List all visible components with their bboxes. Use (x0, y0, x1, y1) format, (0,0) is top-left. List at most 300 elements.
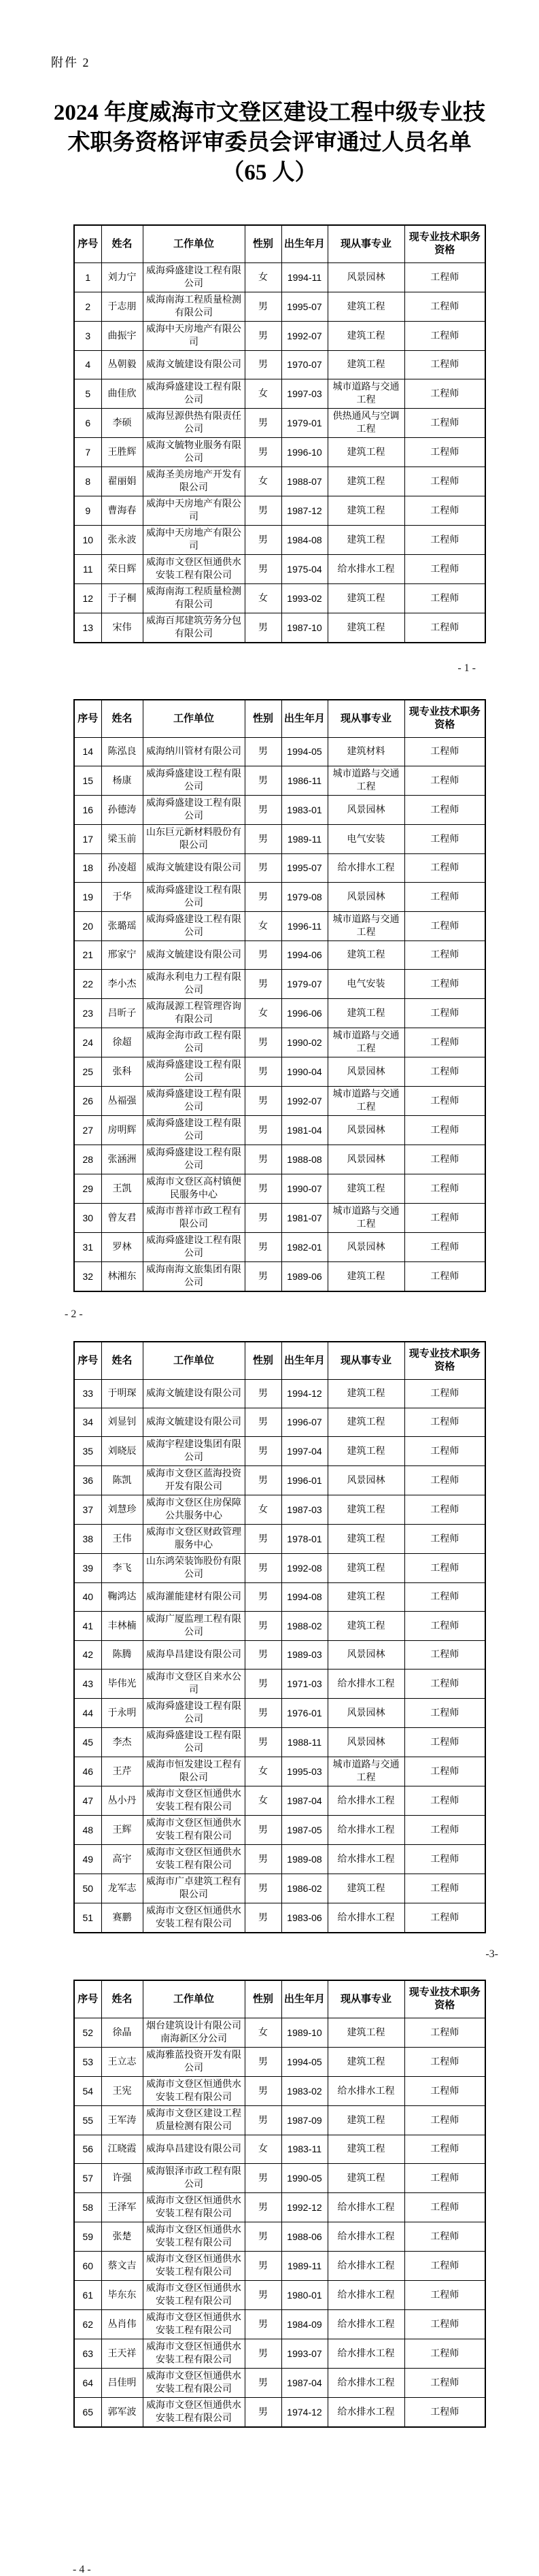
cell-title: 工程师 (404, 584, 485, 613)
cell-company: 威海舜盛建设工程有限公司 (143, 796, 245, 825)
cell-profession: 给水排水工程 (328, 2310, 404, 2339)
table-row (74, 2193, 485, 2222)
page-number: - 2 - (65, 1308, 83, 1320)
cell-name: 于华 (101, 883, 143, 912)
cell-no: 14 (74, 738, 101, 766)
cell-company: 威海市普祥市政工程有限公司 (143, 1204, 245, 1233)
cell-gender: 男 (245, 1466, 281, 1495)
cell-company: 威海圣美房地产开发有限公司 (143, 467, 245, 496)
cell-gender: 女 (245, 2135, 281, 2164)
cell-profession: 建筑工程 (328, 2135, 404, 2164)
cell-company: 威海百邦建筑劳务分包有限公司 (143, 613, 245, 643)
spacer (0, 675, 539, 699)
cell-no: 20 (74, 912, 101, 941)
cell-profession: 给水排水工程 (328, 1816, 404, 1845)
table-row (74, 2135, 485, 2164)
cell-name: 王泽军 (101, 2193, 143, 2222)
cell-company: 威海市广卓建筑工程有限公司 (143, 1874, 245, 1903)
cell-birth: 1996-07 (281, 1408, 328, 1437)
cell-gender: 男 (245, 1380, 281, 1408)
cell-company: 威海文毓建设有限公司 (143, 941, 245, 970)
table-row (74, 1845, 485, 1874)
column-header-profession: 现从事专业 (328, 225, 404, 263)
cell-profession: 风景园林 (328, 1145, 404, 1174)
table-row (74, 1874, 485, 1903)
cell-birth: 1994-12 (281, 1380, 328, 1408)
cell-name: 刘显钊 (101, 1408, 143, 1437)
cell-title: 工程师 (404, 1670, 485, 1699)
cell-title: 工程师 (404, 854, 485, 883)
cell-title: 工程师 (404, 2339, 485, 2369)
cell-no: 45 (74, 1728, 101, 1757)
table-row (74, 2339, 485, 2369)
cell-gender: 男 (245, 854, 281, 883)
cell-gender: 女 (245, 379, 281, 409)
cell-company: 威海市文登区建设工程质量检测有限公司 (143, 2106, 245, 2135)
cell-company: 威海市文登区恒通供水安装工程有限公司 (143, 2222, 245, 2252)
cell-company: 威海市文登区财政管理服务中心 (143, 1525, 245, 1554)
cell-no: 48 (74, 1816, 101, 1845)
cell-title: 工程师 (404, 409, 485, 438)
cell-title: 工程师 (404, 1728, 485, 1757)
cell-no: 62 (74, 2310, 101, 2339)
cell-birth: 1986-02 (281, 1874, 328, 1903)
cell-name: 杨康 (101, 766, 143, 796)
cell-name: 丛小丹 (101, 1786, 143, 1816)
cell-profession: 电气安装 (328, 825, 404, 854)
cell-profession: 城市道路与交通工程 (328, 379, 404, 409)
cell-gender: 男 (245, 292, 281, 322)
cell-company: 威海市文登区恒通供水安装工程有限公司 (143, 2398, 245, 2428)
cell-profession: 城市道路与交通工程 (328, 1028, 404, 1057)
cell-birth: 1988-02 (281, 1612, 328, 1641)
cell-birth: 1994-08 (281, 1583, 328, 1612)
cell-no: 5 (74, 379, 101, 409)
cell-name: 于志朋 (101, 292, 143, 322)
table-row (74, 2106, 485, 2135)
cell-title: 工程师 (404, 1437, 485, 1466)
cell-gender: 女 (245, 1786, 281, 1816)
cell-company: 威海舜盛建设工程有限公司 (143, 379, 245, 409)
header-row (74, 1342, 485, 1380)
cell-birth: 1988-11 (281, 1728, 328, 1757)
cell-profession: 建筑工程 (328, 584, 404, 613)
column-header-profession: 现从事专业 (328, 700, 404, 738)
roster-table-2 (73, 699, 486, 1292)
table-row (74, 1641, 485, 1670)
table-row (74, 2164, 485, 2193)
table-row (74, 1174, 485, 1204)
cell-name: 吕昕子 (101, 999, 143, 1028)
spacer (0, 1933, 539, 1948)
cell-birth: 1983-11 (281, 2135, 328, 2164)
cell-birth: 1971-03 (281, 1670, 328, 1699)
cell-profession: 建筑工程 (328, 1874, 404, 1903)
cell-name: 刘力宁 (101, 263, 143, 292)
cell-name: 刘慧珍 (101, 1495, 143, 1525)
cell-birth: 1987-10 (281, 613, 328, 643)
cell-gender: 男 (245, 2164, 281, 2193)
cell-profession: 建筑工程 (328, 526, 404, 555)
cell-company: 威海市文登区恒通供水安装工程有限公司 (143, 2310, 245, 2339)
cell-no: 64 (74, 2369, 101, 2398)
cell-birth: 1984-09 (281, 2310, 328, 2339)
cell-company: 威海舜盛建设工程有限公司 (143, 883, 245, 912)
table-row (74, 613, 485, 643)
cell-company: 威海南海文旅集团有限公司 (143, 1262, 245, 1292)
cell-title: 工程师 (404, 1466, 485, 1495)
cell-title: 工程师 (404, 1612, 485, 1641)
cell-gender: 男 (245, 2106, 281, 2135)
table-row (74, 555, 485, 584)
cell-gender: 男 (245, 825, 281, 854)
cell-title: 工程师 (404, 1816, 485, 1845)
cell-company: 威海舜盛建设工程有限公司 (143, 1145, 245, 1174)
table-row (74, 1728, 485, 1757)
cell-gender: 男 (245, 1816, 281, 1845)
cell-name: 毕伟光 (101, 1670, 143, 1699)
cell-name: 张科 (101, 1057, 143, 1087)
cell-company: 威海市恒发建设工程有限公司 (143, 1757, 245, 1786)
cell-birth: 1979-01 (281, 409, 328, 438)
table-row (74, 1583, 485, 1612)
cell-gender: 男 (245, 1087, 281, 1116)
cell-no: 37 (74, 1495, 101, 1525)
title-count: （65 人） (222, 160, 317, 185)
cell-name: 孙凌超 (101, 854, 143, 883)
cell-birth: 1994-06 (281, 941, 328, 970)
cell-company: 威海舜盛建设工程有限公司 (143, 263, 245, 292)
table-row (74, 2310, 485, 2339)
cell-company: 威海南海工程质量检测有限公司 (143, 292, 245, 322)
cell-title: 工程师 (404, 1845, 485, 1874)
cell-no: 50 (74, 1874, 101, 1903)
cell-name: 王芹 (101, 1757, 143, 1786)
table-row (74, 970, 485, 999)
table-row (74, 2048, 485, 2077)
cell-title: 工程师 (404, 825, 485, 854)
table-row (74, 1612, 485, 1641)
cell-profession: 建筑工程 (328, 941, 404, 970)
cell-title: 工程师 (404, 2281, 485, 2310)
cell-title: 工程师 (404, 1874, 485, 1903)
cell-no: 61 (74, 2281, 101, 2310)
cell-company: 山东鸿荣装饰股份有限公司 (143, 1554, 245, 1583)
cell-title: 工程师 (404, 999, 485, 1028)
cell-gender: 女 (245, 1757, 281, 1786)
roster-table-3 (73, 1341, 486, 1933)
cell-gender: 男 (245, 883, 281, 912)
cell-name: 曲振宇 (101, 322, 143, 351)
cell-no: 34 (74, 1408, 101, 1437)
cell-title: 工程师 (404, 1757, 485, 1786)
cell-no: 42 (74, 1641, 101, 1670)
cell-name: 王宪 (101, 2077, 143, 2106)
cell-birth: 1986-11 (281, 766, 328, 796)
cell-birth: 1989-10 (281, 2018, 328, 2048)
table-row (74, 263, 485, 292)
cell-gender: 男 (245, 2193, 281, 2222)
cell-no: 57 (74, 2164, 101, 2193)
cell-name: 许强 (101, 2164, 143, 2193)
column-header-title: 现专业技术职务资格 (404, 1980, 485, 2018)
column-header-gender: 性别 (245, 1342, 281, 1380)
cell-gender: 女 (245, 912, 281, 941)
cell-profession: 城市道路与交通工程 (328, 1204, 404, 1233)
cell-no: 51 (74, 1903, 101, 1933)
cell-profession: 给水排水工程 (328, 555, 404, 584)
cell-profession: 给水排水工程 (328, 1845, 404, 1874)
table-row (74, 1816, 485, 1845)
cell-birth: 1974-12 (281, 2398, 328, 2428)
column-header-company: 工作单位 (143, 225, 245, 263)
cell-no: 12 (74, 584, 101, 613)
cell-profession: 供热通风与空调工程 (328, 409, 404, 438)
cell-company: 威海市文登区蓝海投资开发有限公司 (143, 1466, 245, 1495)
roster-table-1 (73, 224, 486, 643)
title-line-2: 术职务资格评审委员会评审通过人员名单 (67, 131, 472, 155)
cell-name: 丛肖伟 (101, 2310, 143, 2339)
table-row (74, 2398, 485, 2428)
cell-gender: 男 (245, 941, 281, 970)
cell-birth: 1983-06 (281, 1903, 328, 1933)
cell-name: 丛朝毅 (101, 351, 143, 379)
table-row (74, 2222, 485, 2252)
column-header-no: 序号 (74, 1980, 101, 2018)
cell-birth: 1982-01 (281, 1233, 328, 1262)
cell-gender: 男 (245, 1145, 281, 1174)
spacer (0, 2428, 539, 2564)
table-row (74, 1437, 485, 1466)
cell-profession: 建筑工程 (328, 1408, 404, 1437)
cell-title: 工程师 (404, 2164, 485, 2193)
cell-company: 威海宇程建设集团有限公司 (143, 1437, 245, 1466)
cell-gender: 男 (245, 2398, 281, 2428)
table-row (74, 1903, 485, 1933)
cell-name: 赛鹏 (101, 1903, 143, 1933)
cell-name: 王凯 (101, 1174, 143, 1204)
table-row (74, 1057, 485, 1087)
cell-no: 58 (74, 2193, 101, 2222)
column-header-title: 现专业技术职务资格 (404, 700, 485, 738)
cell-profession: 给水排水工程 (328, 1903, 404, 1933)
column-header-gender: 性别 (245, 1980, 281, 2018)
cell-birth: 1988-07 (281, 467, 328, 496)
cell-no: 9 (74, 496, 101, 526)
cell-company: 威海舜盛建设工程有限公司 (143, 1728, 245, 1757)
cell-no: 46 (74, 1757, 101, 1786)
cell-no: 16 (74, 796, 101, 825)
cell-birth: 1983-02 (281, 2077, 328, 2106)
table-row (74, 766, 485, 796)
cell-company: 威海市文登区恒通供水安装工程有限公司 (143, 1786, 245, 1816)
cell-no: 21 (74, 941, 101, 970)
cell-profession: 城市道路与交通工程 (328, 1757, 404, 1786)
cell-gender: 男 (245, 1233, 281, 1262)
cell-name: 于明琛 (101, 1380, 143, 1408)
cell-profession: 建筑工程 (328, 2048, 404, 2077)
cell-birth: 1987-12 (281, 496, 328, 526)
cell-gender: 男 (245, 1612, 281, 1641)
spacer (0, 1321, 539, 1341)
table-row (74, 1525, 485, 1554)
cell-gender: 男 (245, 796, 281, 825)
spacer (0, 1961, 539, 1980)
cell-profession: 风景园林 (328, 1233, 404, 1262)
header-row (74, 225, 485, 263)
cell-company: 威海中天房地产有限公司 (143, 496, 245, 526)
cell-birth: 1987-05 (281, 1816, 328, 1845)
table-row (74, 1233, 485, 1262)
cell-profession: 给水排水工程 (328, 854, 404, 883)
cell-gender: 男 (245, 1728, 281, 1757)
cell-title: 工程师 (404, 1380, 485, 1408)
cell-no: 63 (74, 2339, 101, 2369)
cell-title: 工程师 (404, 1204, 485, 1233)
cell-title: 工程师 (404, 1262, 485, 1292)
column-header-no: 序号 (74, 700, 101, 738)
cell-birth: 1994-05 (281, 738, 328, 766)
column-header-company: 工作单位 (143, 1342, 245, 1380)
cell-title: 工程师 (404, 1145, 485, 1174)
cell-birth: 1995-07 (281, 292, 328, 322)
cell-profession: 给水排水工程 (328, 2252, 404, 2281)
cell-company: 威海市文登区恒通供水安装工程有限公司 (143, 555, 245, 584)
cell-profession: 给水排水工程 (328, 2339, 404, 2369)
cell-name: 王辉 (101, 1816, 143, 1845)
cell-profession: 给水排水工程 (328, 2077, 404, 2106)
cell-gender: 男 (245, 1641, 281, 1670)
cell-name: 毕东东 (101, 2281, 143, 2310)
cell-title: 工程师 (404, 1233, 485, 1262)
cell-birth: 1979-08 (281, 883, 328, 912)
cell-no: 11 (74, 555, 101, 584)
cell-name: 王立志 (101, 2048, 143, 2077)
table-row (74, 2252, 485, 2281)
cell-gender: 男 (245, 1174, 281, 1204)
table-row (74, 941, 485, 970)
cell-birth: 1997-04 (281, 1437, 328, 1466)
table-row (74, 1786, 485, 1816)
table-row (74, 322, 485, 351)
cell-title: 工程师 (404, 2193, 485, 2222)
cell-gender: 男 (245, 2252, 281, 2281)
cell-title: 工程师 (404, 912, 485, 941)
cell-title: 工程师 (404, 322, 485, 351)
column-header-birth: 出生年月 (281, 225, 328, 263)
cell-gender: 男 (245, 2369, 281, 2398)
table-row (74, 1145, 485, 1174)
table-row (74, 1670, 485, 1699)
cell-company: 威海市文登区恒通供水安装工程有限公司 (143, 1845, 245, 1874)
cell-name: 林湘东 (101, 1262, 143, 1292)
column-header-name: 姓名 (101, 1342, 143, 1380)
cell-title: 工程师 (404, 526, 485, 555)
column-header-title: 现专业技术职务资格 (404, 1342, 485, 1380)
cell-gender: 男 (245, 526, 281, 555)
cell-title: 工程师 (404, 1903, 485, 1933)
cell-no: 22 (74, 970, 101, 999)
cell-profession: 建筑工程 (328, 1174, 404, 1204)
table-row (74, 1116, 485, 1145)
cell-birth: 1987-03 (281, 1495, 328, 1525)
cell-name: 于永明 (101, 1699, 143, 1728)
cell-company: 威海南海工程质量检测有限公司 (143, 584, 245, 613)
cell-no: 60 (74, 2252, 101, 2281)
cell-birth: 1984-08 (281, 526, 328, 555)
table-row (74, 351, 485, 379)
cell-no: 24 (74, 1028, 101, 1057)
cell-title: 工程师 (404, 351, 485, 379)
cell-title: 工程师 (404, 738, 485, 766)
cell-gender: 男 (245, 970, 281, 999)
cell-company: 威海舜盛建设工程有限公司 (143, 1116, 245, 1145)
cell-profession: 风景园林 (328, 883, 404, 912)
cell-name: 高宇 (101, 1845, 143, 1874)
column-header-gender: 性别 (245, 225, 281, 263)
cell-no: 32 (74, 1262, 101, 1292)
cell-gender: 女 (245, 584, 281, 613)
table-row (74, 738, 485, 766)
cell-no: 15 (74, 766, 101, 796)
cell-company: 威海舜盛建设工程有限公司 (143, 766, 245, 796)
cell-title: 工程师 (404, 1525, 485, 1554)
cell-profession: 给水排水工程 (328, 2193, 404, 2222)
cell-profession: 风景园林 (328, 1641, 404, 1670)
cell-title: 工程师 (404, 555, 485, 584)
cell-company: 威海中天房地产有限公司 (143, 322, 245, 351)
cell-profession: 建筑工程 (328, 1262, 404, 1292)
cell-profession: 建筑工程 (328, 322, 404, 351)
cell-no: 3 (74, 322, 101, 351)
cell-gender: 男 (245, 613, 281, 643)
cell-birth: 1990-05 (281, 2164, 328, 2193)
table-row (74, 1408, 485, 1437)
cell-profession: 电气安装 (328, 970, 404, 999)
cell-gender: 男 (245, 2281, 281, 2310)
cell-gender: 男 (245, 1525, 281, 1554)
cell-profession: 给水排水工程 (328, 2222, 404, 2252)
column-header-company: 工作单位 (143, 1980, 245, 2018)
cell-title: 工程师 (404, 883, 485, 912)
cell-no: 54 (74, 2077, 101, 2106)
cell-company: 威海舜盛建设工程有限公司 (143, 912, 245, 941)
cell-title: 工程师 (404, 2135, 485, 2164)
cell-no: 55 (74, 2106, 101, 2135)
cell-no: 31 (74, 1233, 101, 1262)
cell-company: 威海雅蓝投资开发有限公司 (143, 2048, 245, 2077)
cell-name: 曲佳欣 (101, 379, 143, 409)
cell-name: 曾友君 (101, 1204, 143, 1233)
cell-name: 陈腾 (101, 1641, 143, 1670)
cell-name: 翟丽娟 (101, 467, 143, 496)
cell-no: 35 (74, 1437, 101, 1466)
cell-title: 工程师 (404, 292, 485, 322)
cell-company: 威海舜盛建设工程有限公司 (143, 1087, 245, 1116)
header-row (74, 1980, 485, 2018)
title-line-1: 2024 年度威海市文登区建设工程中级专业技 (53, 101, 486, 125)
cell-gender: 男 (245, 438, 281, 467)
cell-birth: 1996-06 (281, 999, 328, 1028)
cell-name: 李杰 (101, 1728, 143, 1757)
cell-no: 10 (74, 526, 101, 555)
cell-birth: 1987-04 (281, 1786, 328, 1816)
cell-gender: 男 (245, 555, 281, 584)
column-header-title: 现专业技术职务资格 (404, 225, 485, 263)
document-title (0, 98, 539, 188)
column-header-profession: 现从事专业 (328, 1980, 404, 2018)
attachment-label: 附件 2 (51, 56, 90, 69)
